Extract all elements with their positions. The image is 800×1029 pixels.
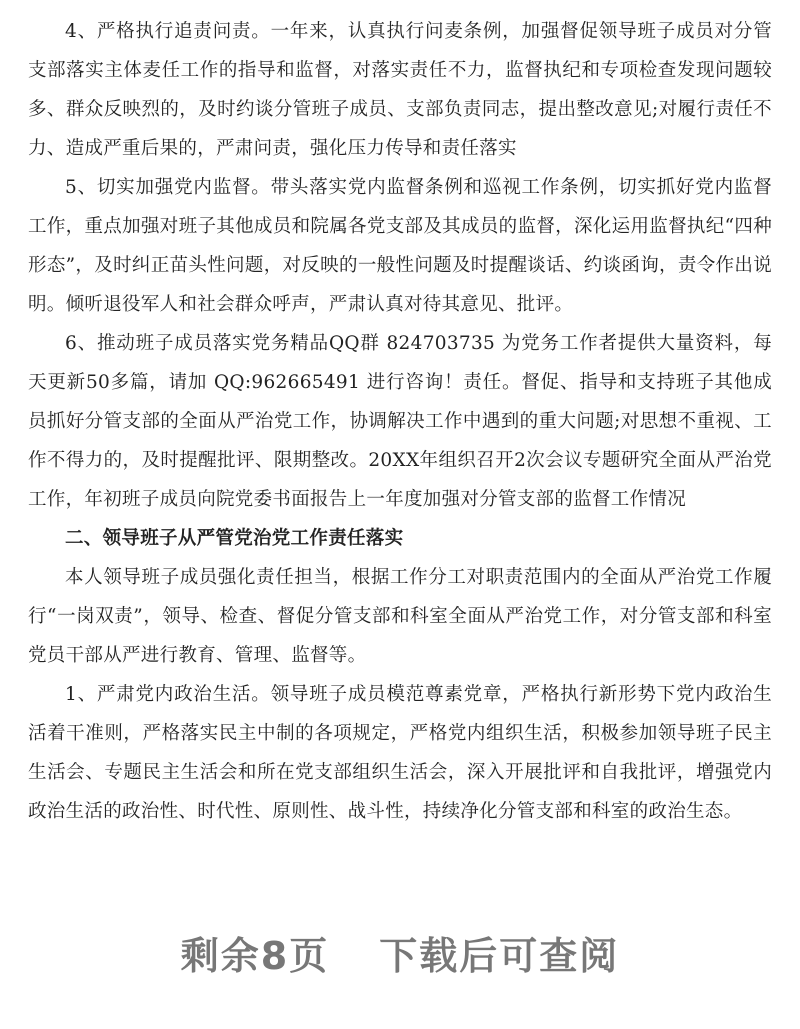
download-to-view-label: 下载后可查阅 — [379, 934, 620, 978]
paragraph-6-responsibility: 6、推动班子成员落实党务精品QQ群 824703735 为党务工作者提供大量资料，每天更新50多篇，请加 QQ:962665491 进行咨询！责任。督促、指导和支持班子其他成员抓好分管支部的全面从严治党工作，协调解决工作中遇到的重大问题;对思想不重视、工作不得力的，及时提醒批评、限期整改。20XX年组织召开2次会议专题研究全面从严治党工作，年初班子成员向院党委书面报告上一年度加强对分管支部的监督工作情况 — [28, 333, 772, 510]
paragraph-4-accountability: 4、严格执行追责问责。一年来，认真执行问麦条例，加强督促领导班子成员对分管支部落实主体麦任工作的指导和监督，对落实责任不力，监督执纪和专项检查发现问题较多、群众反映烈的，及时约谈分管班子成员、支部负责同志，提出整改意见;对履行责任不力、造成严重后果的，严肃问责，强化压力传导和责任落实 — [28, 21, 772, 159]
paragraph-section-2-intro: 本人领导班子成员强化责任担当，根据工作分工对职责范围内的全面从严治党工作履行“一岗双责”，领导、检查、督促分管支部和科室全面从严治党工作，对分管支部和科室党员干部从严进行教育、管理、监督等。 — [28, 567, 772, 666]
section-heading-2: 二、领导班子从严管党治党工作责任落实 — [65, 528, 404, 549]
paragraph-1-political-life: 1、严肃党内政治生活。领导班子成员模范尊素党章，严格执行新形势下党内政治生活着干准则，严格落实民主中制的各项规定，严格党内组织生活，积极参加领导班子民主生活会、专题民主生活会和所在党支部组织生活会，深入开展批评和自我批评，增强党内政治生活的政治性、时代性、原则性、战斗性，持续净化分管支部和科室的政治生态。 — [28, 684, 772, 822]
download-prompt[interactable] — [0, 925, 800, 980]
paragraph-5-supervision: 5、切实加强党内监督。带头落实党内监督条例和巡视工作条例，切实抓好党内监督工作，重点加强对班子其他成员和院属各党支部及其成员的监督，深化运用监督执纪“四种形态”，及时纠正苗头性问题，对反映的一般性问题及时提醒谈话、约谈函询，责令作出说明。倾听退役军人和社会群众呼声，严肃认真对待其意见、批评。 — [28, 177, 772, 315]
remaining-pages-label: 剩余8页 — [180, 934, 330, 978]
